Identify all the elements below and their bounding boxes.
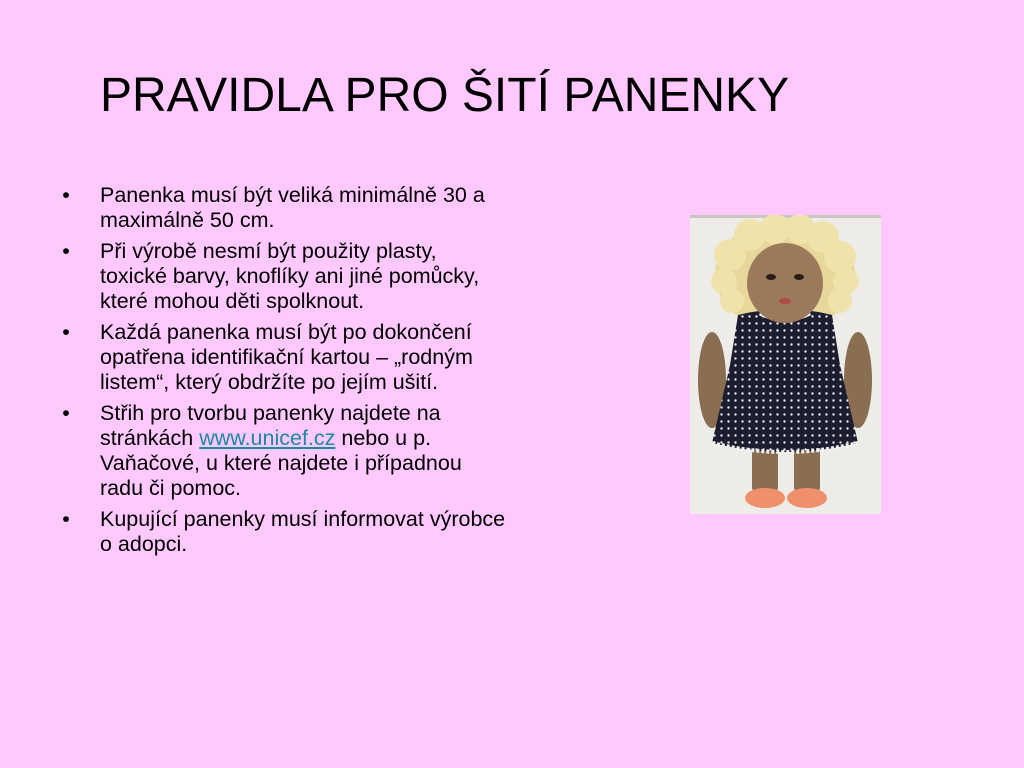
bullet-text: Každá panenka musí být po dokončení opatřena identifikační kartou – „rodným listem“, který obdržíte po jejím ušití. <box>100 320 473 394</box>
bullet-item-id-card <box>56 320 506 395</box>
doll-photo <box>690 215 881 514</box>
doll-illustration <box>690 215 881 514</box>
bullet-item-adoption <box>56 507 506 557</box>
bullet-item-size <box>56 183 506 233</box>
bullet-text-before: Střih pro tvorbu panenky najdete na stránkách <box>100 401 441 450</box>
unicef-link[interactable]: www.unicef.cz <box>199 426 336 450</box>
bullet-item-materials <box>56 239 506 314</box>
bullet-marker: • <box>62 401 70 425</box>
bullet-item-pattern <box>56 401 506 501</box>
bullet-marker: • <box>62 507 70 531</box>
bullet-text-after: nebo u p. Vaňačové, u které najdete i případnou radu či pomoc. <box>100 426 462 500</box>
bullet-marker: • <box>62 320 70 344</box>
bullet-list <box>56 183 506 563</box>
bullet-marker: • <box>62 239 70 263</box>
bullet-text: Panenka musí být veliká minimálně 30 a maximálně 50 cm. <box>100 183 485 232</box>
bullet-text: Při výrobě nesmí být použity plasty, toxické barvy, knoflíky ani jiné pomůcky, které mohou děti spolknout. <box>100 239 480 313</box>
slide-title: PRAVIDLA PRO ŠITÍ PANENKY <box>100 69 790 122</box>
bullet-marker: • <box>62 183 70 207</box>
bullet-text: Kupující panenky musí informovat výrobce o adopci. <box>100 507 506 556</box>
bullet-text <box>100 401 462 500</box>
